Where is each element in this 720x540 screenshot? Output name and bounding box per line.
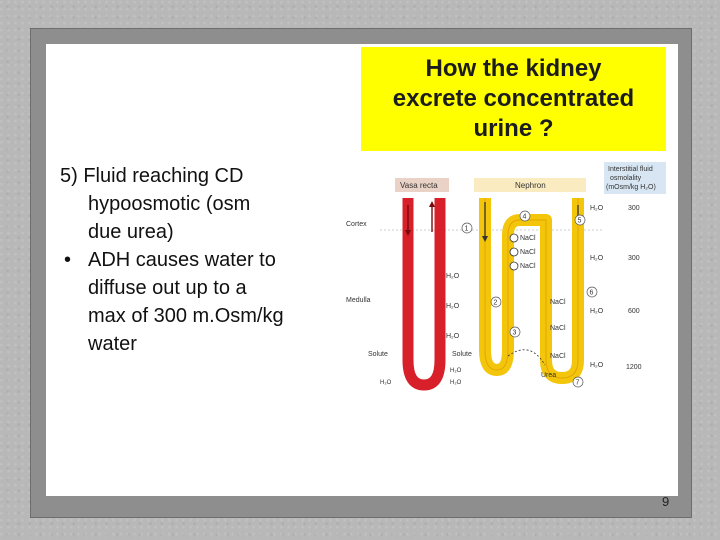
svg-text:2: 2 [493,299,498,307]
h2o-bottom-left: H₂O [380,380,392,386]
bullet-dot: • [64,249,72,271]
h2o-right-4: H₂O [590,362,604,369]
svg-text:6: 6 [589,289,594,297]
bullet-list [60,162,340,358]
bullet-line-7: water [88,333,137,355]
bullet-line-1: 5) Fluid reaching CD [60,165,244,187]
solute-mid-label: Solute [452,351,472,358]
osm-value-1: 300 [628,205,640,212]
bullet-line-4: ADH causes water to [88,249,276,271]
osm-value-2: 300 [628,255,640,262]
interstitial-label-3: (mOsm/kg H₂O) [606,184,656,191]
step-marker-6 [587,287,597,297]
pump-icon-3 [510,262,518,270]
bullet-line-2: hypoosmotic (osm [88,193,251,215]
medulla-label: Medulla [346,297,371,304]
h2o-bottom-mid-1: H₂O [450,368,462,374]
step-marker-2 [491,297,501,307]
kidney-concentration-diagram [340,160,680,395]
nacl-label-2: NaCl [520,249,536,256]
vasa-recta-loop [408,198,440,385]
page-number: 9 [662,494,670,509]
h2o-right-3: H₂O [590,308,604,315]
title-box [361,47,666,151]
h2o-bottom-mid-2: H₂O [450,380,462,386]
step-marker-5 [575,215,585,225]
pump-icon-2 [510,248,518,256]
cortex-label: Cortex [346,221,367,228]
bullet-line-6: max of 300 m.Osm/kg [88,305,284,327]
h2o-label-2: H₂O [446,303,460,310]
bullet-line-5: diffuse out up to a [88,277,247,299]
nacl-label-3: NaCl [520,263,536,270]
osm-value-3: 600 [628,308,640,315]
svg-text:3: 3 [512,329,517,337]
vasa-recta-up-arrowhead [429,201,435,207]
bullet-item-adh [60,246,340,274]
h2o-right-2: H₂O [590,255,604,262]
nacl-label-6: NaCl [550,353,566,360]
vasa-recta-label: Vasa recta [400,181,438,190]
bullet-line-3: due urea) [88,221,174,243]
svg-text:1: 1 [464,225,469,233]
step-marker-7 [573,377,583,387]
h2o-label-3: H₂O [446,333,460,340]
svg-text:5: 5 [577,217,582,225]
interstitial-label-2: osmolality [610,175,642,182]
nacl-label-4: NaCl [550,299,566,306]
step-marker-3 [510,327,520,337]
h2o-label-1: H₂O [446,273,460,280]
nephron-label: Nephron [515,181,546,190]
svg-text:4: 4 [522,213,527,221]
step-marker-4 [520,211,530,221]
urea-label: Urea [541,372,557,379]
osm-value-4: 1200 [626,364,642,371]
nacl-label-5: NaCl [550,325,566,332]
pump-icon-1 [510,234,518,242]
svg-text:7: 7 [575,379,580,387]
step-marker-1 [462,223,472,233]
interstitial-label-1: Interstitial fluid [608,166,653,173]
nacl-label-1: NaCl [520,235,536,242]
solute-left-label: Solute [368,351,388,358]
slide-title: How the kidney excrete concentrated urine ? [392,55,635,142]
h2o-right-1: H₂O [590,205,604,212]
